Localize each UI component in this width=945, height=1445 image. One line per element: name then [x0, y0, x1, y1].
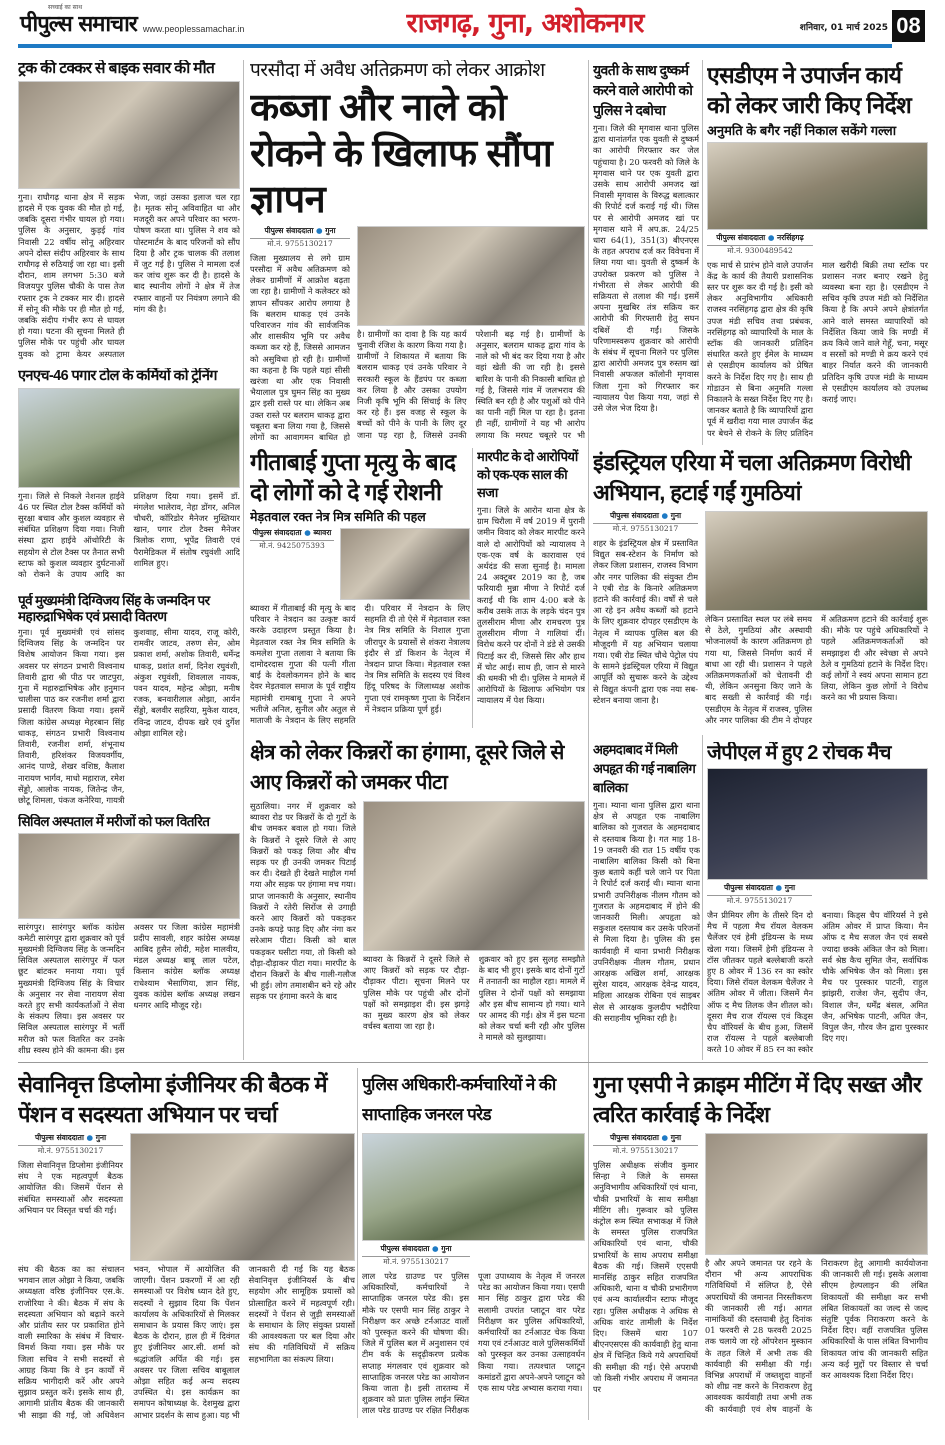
website-url[interactable]: www.peoplessamachar.in: [142, 24, 245, 34]
bullet-icon: ●: [775, 883, 783, 892]
byline: [18, 1133, 123, 1156]
article-sdm-procurement: [707, 60, 928, 442]
photo-gitabai-portrait: [340, 528, 470, 600]
article-body: गुना। जिले की मृगवास थाना पुलिस द्वारा थानांतर्गत एक युवती से दुष्कर्म का आरोपी गिरफ्तार कर जेल पहुंचाया है। 20 फरवरी को जिले के मृगवास थाने पर एक युवती द्वारा उसके साथ आरोपी अमजद खां निवासी मृगवास के विरुद्ध बलात्कार की रिपोर्ट दर्ज कराई गई थी। जिस पर से आरोपी अमजद खां पर मृगवास थाने में अप.क्र. 24/25 धारा 64(1), 351(3) बीएनएस के तहत अपराध दर्ज कर विवेचना में लिया गया था। युवती से दुष्कर्म के उपरोक्त प्रकरण को पुलिस ने गंभीरता से लेकर आरोपी की सक्रियता से तलाश की गई। इसमें अपना मुखबिर तंत्र सक्रिय कर आरोपी की गिरफ्तारी हेतु सघन दबिशें दी गईं। जिसके परिणामस्वरूप शुक्रवार को आरोपी के संबंध में सूचना मिलने पर पुलिस द्वारा आरोपी अमजद पुत्र रुस्तम खां निवासी अफजल कॉलोनी मृगवास जिला गुना को गिरफ्तार कर न्यायालय पेश किया गया, जहां से उसे जेल भेज दिया है।: [593, 123, 699, 414]
byline-mobile: मो.नं. 9755130217: [726, 896, 793, 905]
article-body: पुलिस अधीक्षक संजीव कुमार सिन्हा ने जिले के समस्त अनुविभागीय अधिकारियों एवं थाना, चौकी प्रभारियों के साथ समीक्षा मीटिंग ली। गुरूवार को पुलिस कंट्रोल रूम स्थित सभाकक्ष में जिले के समस्त पुलिस राजपत्रित अधिकारियों एवं थाना, चौकी प्रभारियों के साथ अपराध समीक्षा बैठक की गई। जिसमें एएसपी मानसिंह ठाकुर सहित राजपत्रित अधिकारी, थाना व चौकी प्रभारीगण एवं अन्य कार्यालयीन स्टाफ मौजूद रहा। पुलिस अधीक्षक ने अधिक से अधिक वारंट तामीली के निर्देश दिए। जिसमें धारा 107 बीएनएसएस की कार्यवाही हेतु थाना क्षेत्र में चिन्हित किये गये अपराधियों की समीक्षा की गई। ऐसे अपराधी जो किसी गंभीर अपराध में जमानत पर: [593, 1160, 698, 1395]
newspaper-logo: पीपुल्स समाचार: [20, 12, 137, 37]
page-number: 08: [892, 10, 925, 42]
masthead-tagline: सच्चाई का साथ: [48, 4, 83, 11]
article-headline: जेपीएल में हुए 2 रोचक मैच: [707, 742, 891, 764]
column-divider: [357, 1068, 358, 1418]
article-body: शहर के इंडस्ट्रियल क्षेत्र में प्रस्तावित विद्युत सब-स्टेशन के निर्माण को लेकर जिला प्रशासन, राजस्व विभाग और नगर पालिका की संयुक्त टीम ने एबी रोड के किनारे अतिक्रमण हटाने की कार्रवाई की। वर्षों से चले आ रहे इन अवैध कब्जों को हटाने के लिए शुक्रवार दोपहर एसडीएम के नेतृत्व में व्यापक पुलिस बल की मौजूदगी में यह अभियान चलाया गया। एबी रोड स्थित चौथे पेट्रोल पंप के सामने इंडस्ट्रियल एरिया में विद्युत आपूर्ति को सुचारू करने के उद्देश्य से विद्युत कंपनी द्वारा एक नया सब-स्टेशन बनाया जाना है।: [593, 538, 698, 705]
article-body: लेकिन प्रस्तावित स्थल पर लंबे समय से ठेले, गुमठियां और अस्थायी भोजनालयों के कारण अतिक्रमण हो गया था, जिससे निर्माण कार्य में बाधा आ रही थी। प्रशासन ने पहले अतिक्रमणकर्ताओं को चेतावनी दी थी, लेकिन अनसुना किए जाने के बाद सख्ती से कार्रवाई की गई। एसडीएम के नेतृत्व में राजस्व, पुलिस और नगर पालिका की टीम ने दोपहर में अतिक्रमण हटाने की कार्रवाई शुरू की। मौके पर पहुंचे अधिकारियों ने पहले अतिक्रमणकर्ताओं को समझाइश दी और स्वेच्छा से अपने ठेले व गुमठियां हटाने के निर्देश दिए। कई लोगों ने स्वयं अपना सामान हटा लिया, लेकिन कुछ लोगों ने विरोध करने का भी प्रयास किया।: [705, 614, 928, 725]
article-body: सारंगपुर। सारंगपुर ब्लॉक कांग्रेस कमेटी सारंगपुर द्वारा शुक्रवार को पूर्व मुख्यमंत्री दिग्विजय सिंह के जन्मदिन सिविल अस्पताल सारंगपुर में फल छूट बांटकर मनाया गया। पूर्व मुख्यमंत्री दिग्विजय सिंह के विचार के अनुसार नर सेवा नारायण सेवा करते हुए सभी कार्यकर्ताओं ने सेवा के संकल्प लिया। इस अवसर पर सिविल अस्पताल सारंगपुर में भर्ती मरीज को फल वितरित कर उनके शीघ्र स्वस्थ होने की कामना की। इस अवसर पर जिला कांग्रेस महामंत्री प्रदीप सावली, शहर कांग्रेस अध्यक्ष आबिद हुसैन लोदी, महेश मालवीय, मंडल अध्यक्ष बाबू लाल पटेल, किसान कांग्रेस ब्लॉक अध्यक्ष राधेश्याम भैसाणिया, ज्ञान सिंह, युवक कांग्रेस ब्लॉक अध्यक्ष लखन धनगर आदि मौजूद रहे।: [18, 921, 240, 1055]
article-headline: अहमदाबाद में मिली अपहृत की गई नाबालिग बालिका: [593, 742, 696, 795]
byline-author: पीपुल्स संवाददाता: [380, 1244, 430, 1253]
article-body: एक मार्च से प्रारंभ होने वाले उपार्जन केंद्र के कार्य की तैयारी प्रशासनिक स्तर पर शुरू कर दी गई है। इसी को लेकर अनुविभागीय अधिकारी राजस्व नरसिंहगढ़ द्वारा क्षेत्र की कृषि उपज मंडी सचिव तथा प्रबंधक, नरसिंहगढ़ को व्यापारियों के माल के स्टॉक की जानकारी प्रतिदिन संधारित करते हुए ईमेल के माध्यम से एसडीएम कार्यालय को प्रेषित करने के निर्देश दिए गए है। साथ ही गोडाउन से बिना अनुमति गल्ला निकालने के सख्त निर्देश दिए गए है। जानकर बताते है कि व्यापारियों द्वारा पूर्व में खरीदा गया माल उपार्जन केंद्र पर बेचने से रोकने के लिए प्रतिदिन माल खरीदी बिक्री तथा स्टॉक पर प्रशासन नजर बनाए रखने हेतु व्यवस्था बना रहा है। एसडीएम ने सचिव कृषि उपज मंडी को निर्देशित किया है कि अपने अपने क्षेत्रांतर्गत आने वाले समस्त व्यापारियों को निर्देशित किया जावे कि मण्डी में क्रय किये जाने वाले गेहूँ, चना, मसूर व सरसों को मण्डी मे क्रय करने एवं बाहर निर्यात करने की जानकारी प्रतिदिन कृषि उपज मंडी के माध्यम से एसडीएम कार्यालय को उपलब्ध कराई जाए।: [707, 259, 928, 438]
byline-mobile: मो.नं. 9755130217: [612, 524, 679, 533]
article-headline: एनएच-46 पगार टोल के कर्मियों को ट्रेनिंग: [18, 368, 217, 384]
photo-night-cricket-match: [707, 768, 928, 880]
photo-kinnar-clash: [363, 801, 585, 951]
byline-place: ब्यावरा: [313, 528, 332, 537]
byline-place: गुना: [670, 511, 682, 520]
article-assault-arrest: [593, 60, 699, 442]
article-headline: ट्रक की टक्कर से बाइक सवार की मौत: [18, 60, 215, 77]
article-jpl-matches: [707, 742, 928, 1059]
article-hospital-fruit: [18, 814, 240, 1059]
article-body: गुना। म्याना थाना पुलिस द्वारा थाना क्षेत्र से अपहृत एक नाबालिग बालिका को गुजरात के अहमदाबाद से दस्तयाब किया है। गत माह 18-19 जनवरी की रात 15 वर्षीय एक नाबालिग बालिका किसी को बिना कुछ बताये कहीं चले जाने पर पिता ने रिपोर्ट दर्ज कराई थी। म्याना थाना प्रभारी उपनिरीक्षक नीलम गौतम को गुजरात के अहमदाबाद में होने की जानकारी मिली। अपहृता को सकुशल दस्तयाब कर उसके परिजनों से मिला दिया है। पुलिस की इस कार्यवाही में थाना प्रभारी निरीक्षक उपनिरीक्षक नीलम गौतम, प्रधान आरक्षक अखिल शर्मा, आरक्षक सुरेश यादव, आरक्षक देवेन्द्र यादव, महिला आरक्षक रोबिना एवं साइबर सेल से आरक्षक कुलदीप भदौरिया की सराहनीय भूमिका रही है।: [593, 800, 700, 1023]
column-divider: [588, 60, 589, 1420]
byline-mobile: मो.नं. 9300489542: [727, 245, 793, 255]
photo-memorandum-submission: [357, 226, 585, 326]
byline-mobile: मो.नं. 9755130217: [267, 238, 333, 248]
article-headline: क्षेत्र को लेकर किन्नरों का हंगामा, दूसरे जिले से आए किन्नरों को जमकर पीटा: [250, 741, 564, 794]
column-divider: [702, 60, 703, 445]
article-missing-girl-found: [593, 740, 700, 1059]
article-body: गुना। राघौगढ़ थाना क्षेत्र में सड़क हादसे में एक युवक की मौत हो गई, जबकि दूसरा गंभीर घायल हो गया। पुलिस के अनुसार, कुड़ई गांव निवासी 22 वर्षीय सोनू अहिरवार अपने दोस्त संदीप अहिरवार के साथ राघौगढ़ से रुठियाई जा रहा था। इसी दौरान, शाम लगभग 5:30 बजे विजयपुर पुलिस चौकी के पास तेज रफ्तार ट्रक ने टक्कर मार दी। हादसे में सोनू की मौके पर ही मौत हो गई, जबकि संदीप गंभीर रूप से घायल हो गया। घटना की सूचना मिलते ही पुलिस मौके पर पहुंची और घायल युवक को ट्रामा केयर अस्पताल भेजा, जहां उसका इलाज चल रहा है। मृतक सोनू अविवाहित था और मजदूरी कर अपने परिवार का भरण-पोषण करता था। पुलिस ने शव को पोस्टमार्टम के बाद परिजनों को सौंप दिया है और ट्रक चालक की तलाश में जुट गई है। पुलिस ने मामला दर्ज कर जांच शुरू कर दी है। हादसे के बाद स्थानीय लोगों ने क्षेत्र में तेज रफ्तार वाहनों पर नियंत्रण लगाने की मांग की है।: [18, 191, 240, 359]
article-body: है। ग्रामीणों का दावा है कि यह कार्य चुनावी रंजिश के कारण किया गया है। ग्रामीणों ने शिकायत में बताया कि बलराम धाकड़ एवं उनके परिवार ने सरकारी स्कूल के हैंडपंप पर कब्जा कर लिया है और उसका उपयोग निजी कृषि भूमि की सिंचाई के लिए कर रहे हैं। इस वजह से स्कूल के बच्चों को पीने के पानी के लिए दूर जाना पड़ रहा है, जिससे उनकी परेशानी बढ़ गई है। ग्रामीणों के अनुसार, बलराम धाकड़ द्वारा गांव के नाले को भी बंद कर दिया गया है और वहां खेती की जा रही है। इससे बारिश के पानी की निकासी बाधित हो गई है, जिससे गांव में जलभराव की स्थिति बन रही है और पशुओं को पीने का पानी नहीं मिल पा रहा है। इतना ही नहीं, ग्रामीणों ने यह भी आरोप लगाया कि मरघट चबूतरे पर भी: [357, 328, 585, 440]
article-retired-engineers: [18, 1070, 355, 1422]
article-body: गुना। जिले से निकले नेशनल हाईवे 46 पर स्थित टोल टैक्स कर्मियों को सुरक्षा बचाव और कुशल व्यवहार से संबंधित प्रशिक्षण दिया गया। निजी संस्था द्वारा हाईवे ऑथोरिटी के सहयोग से टोल टैक्स पर तैनात सभी स्टाफ को कुशल व्यवहार दुर्घटनाओं को रोकने के उपाय आदि का प्रशिक्षण दिया गया। इसमें डॉ. मंगलेश भालेराव, नेहा डोंगर, अनिल चौधरी, कॉरिडोर मैनेजर मुख्तियार खान, पगार टोल टैक्स मैनेजर त्रिलोक राणा, भूपेंद्र तिवारी एवं पैरामेडिकल में संतोष रघुवंशी आदि शामिल हुए।: [18, 490, 240, 580]
bullet-icon: ●: [304, 528, 311, 537]
byline-place: गुना: [670, 1133, 682, 1142]
article-body: है और अपने जमानत पर रहने के दौरान भी अन्य आपराधिक गतिविधियों में संलिप्त है, ऐसे अपराधियों की जमानत निरस्तीकरण की जानकारी ली गई। आगत नामांकियों की दस्तयाबी हेतु दिनांक 01 फरवरी से 28 फरवरी 2025 तक चलाये जा रहे ऑपरेशन मुस्कान के तहत जिले में अभी तक की कार्यवाही की समीक्षा की गई। विभिन्न अपराधों में जब्तशुदा वाहनों को शीघ्र नष्ट करने के निराकरण हेतु आवश्यक कार्यवाही तथा अभी तक की कार्यवाही एवं शेष वाहनों के निराकरण हेतु आगामी कार्ययोजना की जानकारी ली गई। इसके अलावा सीएम हेल्पलाइन की लंबित शिकायतों की समीक्षा कर सभी लंबित शिकायतों का जल्द से जल्द संतुष्टि पूर्वक निराकरण करने के निर्देश दिए। वहीं राजपत्रित पुलिस अधिकारियों के पास लंबित विभागीय शिकायत जांच की जानकारी सहित अन्य कई मुद्दों पर विस्तार से चर्चा कर आवश्यक दिशा निर्देश दिए।: [705, 1258, 928, 1414]
byline-author: पीपुल्स संवाददाता: [34, 1133, 84, 1142]
byline-author: पीपुल्स संवाददाता: [609, 511, 659, 520]
bullet-icon: ●: [767, 232, 775, 242]
masthead-brand: [20, 12, 350, 38]
bullet-icon: ●: [661, 1133, 669, 1142]
article-body: ब्यावरा के किन्नरों ने दूसरे जिले से आए किन्नरों को सड़क पर दौड़ा-दौड़ाकर पीटा। सूचना मिलने पर पुलिस मौके पर पहुंची और दोनों पक्षों को समझाइश दी। इस झगड़े का मुख्य कारण क्षेत्र को लेकर वर्चस्व बताया जा रहा है।: [363, 954, 470, 1032]
masthead-rule: [18, 44, 892, 48]
section-divider: [18, 1062, 928, 1063]
photo-police-parade: [362, 1133, 585, 1241]
photo-mandi-shed: [707, 142, 928, 230]
column-divider: [472, 448, 473, 728]
article-body: गुना। जिले के आरोन थाना क्षेत्र के ग्राम चिरौला में वर्ष 2019 में पुरानी जमीन विवाद को लेकर मारपीट करने वाले दो आरोपियों को न्यायालय ने एक-एक वर्ष के कारावास एवं अर्थदंड की सजा सुनाई है। मामला 24 अक्टूबर 2019 का है, जब फरियादी मुन्ना मीणा ने रिपोर्ट दर्ज कराई थी कि शाम 4:00 बजे के करीब उसके ताऊ के लड़के चंदन पुत्र तुलसीराम मीणा और रामचरण पुत्र तुलसीराम मीणा ने गालियां दीं। विरोध करने पर दोनों ने डंडे से उसकी पिटाई कर दी, जिससे सिर और हाथ में चोट आई। साथ ही, जान से मारने की धमकी भी दी। पुलिस ने मामले में आरोपियों के खिलाफ अभियोग पत्र न्यायालय में पेश किया।: [477, 505, 585, 706]
article-headline: गुना एसपी ने क्राइम मीटिंग में दिए सख्त और त्वरित कार्रवाई के निर्देश: [593, 1072, 922, 1127]
photo-bulldozer-removal: [705, 511, 928, 611]
article-body: संघ की बैठक का का संचालन भगवान लाल ओझा ने किया, जबकि अध्यक्षता वरिष्ठ इंजीनियर एस.के. राजोरिया ने की। बैठक में संघ के सदस्यता अभियान को बढ़ाने करने और प्रांतीय स्तर पर प्रकाशित होने वाली स्मारिका के संबंध में विचार-विमर्श किया गया। इस मौके पर जिला सचिव ने सभी सदस्यों से आग्रह किया कि वे इन कार्यों में सक्रिय भागीदारी करें और अपने सुझाव प्रस्तुत करें। इसके साथ ही, आगामी प्रांतीय बैठक की जानकारी भी साझा की गई, जो अधिवेशन भवन, भोपाल में आयोजित की जाएगी। पेंशन प्रकरणों में आ रही समस्याओं पर विशेष ध्यान देते हुए, सदस्यों ने सुझाव दिया कि पेंशन कार्यालय के अधिकारियों से मिलकर समाधान के प्रयास किए जाएं। इस बैठक के दौरान, हाल ही में दिवंगत हुए इंजीनियर आर.सी. शर्मा को श्रद्धांजलि अर्पित की गई। इस अवसर पर जिला सचिव बाबूलाल ओझा सहित कई अन्य सदस्य उपस्थित थे। इस कार्यक्रम का समापन कोषाध्यक्ष के. देशमुख द्वारा आभार प्रदर्शन के साथ हुआ। यह भी जानकारी दी गई कि यह बैठक सेवानिवृत्त इंजीनियर्स के बीच सहयोग और सामूहिक प्रयासों को प्रोत्साहित करने में महत्वपूर्ण रही। सदस्यों ने पेंशन से जुड़ी समस्याओं के समाधान के लिए संयुक्त प्रयासों की आवश्यकता पर बल दिया और संघ की गतिविधियों में सक्रिय सहभागिता का संकल्प लिया।: [18, 1264, 355, 1420]
byline: [593, 1133, 698, 1156]
article-body: सुठालिया। नगर में शुक्रवार को ब्यावरा रोड पर किन्नरों के दो गुटों के बीच जमकर बवाल हो गया। जिले के किन्नरों ने दूसरे जिले से आए किन्नरों को पकड़ लिया और बीच सड़क पर ही उनकी जमकर पिटाई कर दी। देखते ही देखते माहौल गर्मा गया और सड़क पर हंगामा मच गया। प्राप्त जानकारी के अनुसार, स्थानीय किन्नरों ने रतेरी सिरोंज से उगाही करने आए किन्नरों को पकड़कर उनके कपड़े फाड़ दिए और नंगा कर सरेआम पीटा। किसी को बाल पकड़कर घसीटा गया, तो किसी को दौड़ा-दौड़ाकर पीटा गया। मारपीट के दौरान किन्नरों के बीच गाली-गलौज भी हुई। लोग तमाशबीन बने रहे और सड़क पर हंगामा करने के बाद: [250, 801, 356, 1002]
article-body: जैन प्रीमियर लीग के तीसरे दिन दो मैच में पहला मैच रॉयल वेलकम चैलेंजर एवं हेमी इंडियन्स के मध्य खेला गया। जिसमें हेमी इंडियन्स ने टॉस जीतकर पहले बल्लेबाजी करते हुए 8 ओवर में 136 रन का स्कोर दिया। जिसे रॉयल वेलकम चैलेंजर ने अंतिम ओवर में जीता। जिसमें मैन ऑफ द मैच तिलक जैन शीतल को। दूसरा मैच राज रॉयल्स एवं किड्स चैप वॉरियर्स के बीच हुआ, जिसमें राज रॉयल्स ने पहले बल्लेबाजी करते 10 ओवर में 85 रन का स्कोर बनाया। किड्स चैप वॉरियर्स ने इसे अंतिम ओवर में प्राप्त किया। मैन ऑफ द मैच सजल जैन एवं सबसे ज्यादा छक्के अंकित जैन को मिला। सर्व श्रेष्ठ कैच सुमित जैन, सर्वाधिक चौके अभिषेक जैन को मिला। इस मैच पर पुरस्कार पाटनी, राहुल झांझरी, राजेश जैन, सुदीप जैन, विशाल जैन, धर्मेंद्र बंसल, अमित जैन, अभिषेक पाटनी, अपित जैन, विपुल जैन, गौरव जैन द्वारा पुरस्कार दिए गए।: [707, 910, 928, 1055]
article-headline: एसडीएम ने उपार्जन कार्य को लेकर जारी किए निर्देश: [707, 62, 912, 118]
byline-author: पीपुल्स संवाददाता: [609, 1133, 659, 1142]
byline: [250, 226, 350, 249]
article-assault-conviction: [477, 448, 585, 729]
article-headline: पुलिस अधिकारी-कर्मचारियों ने की साप्ताहिक जनरल परेड: [362, 1075, 556, 1124]
article-kicker: परसौदा में अवैध अतिक्रमण को लेकर आक्रोश: [250, 60, 545, 81]
article-subhead: मेड़तवाल रक्त नेत्र मित्र समिति की पहल: [250, 510, 426, 524]
byline-author: पीपुल्स संवाददाता: [252, 528, 302, 537]
bullet-icon: ●: [86, 1133, 94, 1142]
article-industrial-encroachment: [593, 448, 928, 730]
article-sp-crime-meeting: [593, 1070, 928, 1422]
article-body: ब्यावरा में गीताबाई की मृत्यु के बाद परिवार ने नेत्रदान का उत्कृष्ट कार्य करके उदाहरण प्रस्तुत किया है। मेड़तवाल रक्त नेत्र मित्र समिति के कमलेश गुप्ता तलावा ने बताया कि दामोदरदास गुप्ता की पत्नी गीता बाई के देवलोकगमन होने के बाद देवर मेड़तवाल समाज के पूर्व राष्ट्रीय महामंत्री रामबाबू गुप्ता ने अपने भतीजे अनिल, सुनील और अतुल से माताजी के नेत्रदान के लिए सहमति दी। परिवार में नेत्रदान के लिए सहमति दी तो ऐसे में मेड़तवाल रक्त नेत्र मित्र समिति के निशाल गुप्ता जीरापुर के प्रयासों से शंकरा नेत्रालय इंदौर से डॉ किशन के नेतृत्व में नेत्रदान प्राप्त किया। मेड़तवाल रक्त नेत्र मित्र समिति के सदस्य एवं विश्व हिंदू परिषद के जिलाध्यक्ष अशोक गुप्ता एवं रामकृष्ण गुप्ता के निर्देशन में नेत्रदान प्रक्रिया पूर्ण हुई।: [250, 603, 470, 726]
article-body: जिला सेवानिवृत्त डिप्लोमा इंजीनियर संघ ने एक महत्वपूर्ण बैठक आयोजित की। जिसमें पेंशन से संबंधित समस्याओं और सदस्यता अभियान पर विस्तृत चर्चा की गई।: [18, 1160, 123, 1215]
column-divider: [243, 60, 244, 1060]
byline-mobile: मो.नं. 9755130217: [612, 1146, 679, 1155]
article-headline: युवती के साथ दुष्कर्म करने वाले आरोपी को पुलिस ने दबोचा: [593, 62, 693, 118]
article-kinnar-clash: [250, 738, 585, 1059]
article-police-parade: [362, 1070, 585, 1422]
issue-date: शनिवार, 01 मार्च 2025: [799, 23, 888, 33]
byline-author: पीपुल्स संवाददाता: [264, 225, 314, 235]
byline-place: नरसिंहगढ़: [777, 232, 804, 242]
byline-mobile: मो.नं. 9755130217: [37, 1146, 104, 1155]
byline-place: गुना: [325, 225, 336, 235]
article-body: गुना। पूर्व मुख्यमंत्री एवं सांसद दिग्विजय सिंह के जन्मदिन पर विशेष आयोजन किया गया। इस अवसर पर संगठन प्रभारी विश्वनाथ तिवारी द्वारा श्री पीठ पर जाटपुरा, गुना में महारुद्राभिषेक और हनुमान चालीसा पाठ कर रजनीश शर्मा द्वारा प्रसादी वितरण किया गया। इसमें जिला कांग्रेस अध्यक्ष मेहरबान सिंह धाकड़, संगठन प्रभारी विश्वनाथ तिवारी, रजनीश शर्मा, शंभूनाथ तिवारी, हरिशंकर विजयवर्गीय, आनंद पाण्डे, शेखर वशिष्ठ, कैलाश नारायण भार्गव, माधो महाराज, रमेश सेंड्डो, आलोक नायक, जितेन्द्र जैन, छोटू शिमला, पंकज कनेरिया, गायत्री कुशवाह, सीमा यादव, राजू कोरी, रामवीर जाटव, तरुण सेन, ओम प्रकाश शर्मा, अशोक तिवारी, धर्मेन्द्र धाकड़, प्रशांत शर्मा, दिनेश रघुवंशी, अंकुश रघुवंशी, शिवलाल नायक, पवन यादव, महेन्द्र ओझा, मनीष रजक, बनवारीलाल ओझा, आर्यन सेंड्डो, बलवीर सहरिया, मुकेश यादव, रविन्द्र जाटव, दीपक खरे एवं दुर्गेश ओझा शामिल रहे।: [18, 627, 240, 806]
article-body: लाल परेड ग्राउण्ड पर पुलिस अधिकारियों, कर्मचारियों ने साप्ताहिक जनरल परेड की। इस मौके पर एसपी मान सिंह ठाकुर ने निरीक्षण कर अच्छे टर्नआउट वालों को पुरस्कृत करने की घोषणा की। जिले में पुलिस बल में अनुशासन एवं टीम वर्क के सदृढ़ीकरण प्रत्येक सप्ताह मंगलवार एवं शुक्रवार को साप्ताहिक जनरल परेड का आयोजन किया जाता है। इसी तारतम्य में शुक्रवार को प्रातः पुलिस लाईन स्थित लाल परेड ग्राउण्ड पर रक्षित निरीक्षक पूजा उपाध्याय के नेतृत्व में जनरल परेड का आयोजन किया गया। एसपी मान सिंह ठाकुर द्वारा परेड की सलामी उपरांत प्लाटून वार परेड निरीक्षण कर पुलिस अधिकारियों, कर्मचारियों का टर्नआउट चेक किया गया एवं टर्नआउट वाले पुलिसकर्मियों को पुरस्कृत कर उनका उत्साहवर्धन किया गया। तत्पश्चात प्लाटून कमांडरों द्वारा अपने-अपने प्लाटून को एक साथ परेड अभ्यास कराया गया।: [362, 1271, 585, 1416]
column-divider: [702, 735, 703, 1060]
byline: [593, 511, 698, 534]
article-truck-accident: [18, 60, 240, 365]
article-parsauda-encroachment: [250, 60, 585, 442]
article-headline: कब्जा और नाले को रोकने के खिलाफ सौंपा ज्ञापन: [250, 86, 553, 221]
photo-toll-staff-group: [18, 388, 240, 488]
byline-place: गुना: [441, 1244, 452, 1253]
byline-place: गुना: [784, 883, 796, 892]
bullet-icon: ●: [661, 511, 669, 520]
article-subhead: अनुमति के बगैर नहीं निकाल सकेंगे गल्ला: [707, 123, 897, 138]
article-toll-training: [18, 368, 240, 590]
bullet-icon: ●: [432, 1244, 439, 1253]
bullet-icon: ●: [316, 225, 323, 235]
article-headline: सिविल अस्पताल में मरीजों को फल वितरित: [18, 814, 210, 829]
section-title: राजगढ़, गुना, अशोकनगर: [406, 8, 644, 39]
article-eye-donation: [250, 447, 470, 729]
article-body-continued: शुक्रवार को हुए इस सुलह समझौते के बाद भी हुए। इसके बाद दोनों गुटों में तनातनी का माहौल रहा। मामले में पुलिस ने दोनों पक्षों को समझाया और इस बीच सामान्य हो गया। थाने पर आमद की गई। क्षेत्र में इस घटना को लेकर चर्चा बनी रही और पुलिस ने मामले को सुलझाया।: [478, 954, 585, 1043]
byline-author: पीपुल्स संवाददाता: [723, 883, 773, 892]
byline: [362, 1244, 470, 1267]
photo-fruit-distribution: [18, 833, 240, 919]
photo-grieving-women: [18, 81, 240, 189]
byline: [707, 883, 812, 906]
byline-mobile: मो.नं. 9425075393: [259, 541, 325, 550]
article-headline: मारपीट के दो आरोपियों को एक-एक साल की सजा: [477, 449, 578, 500]
byline-author: पीपुल्स संवाददाता: [716, 232, 766, 242]
article-digvijay-birthday: [18, 593, 240, 811]
photo-crime-meeting: [705, 1133, 928, 1255]
byline: [250, 528, 334, 599]
byline: [707, 233, 813, 256]
article-headline: इंडस्ट्रियल एरिया में चला अतिक्रमण विरोधी अभियान, हटाई गईं गुमठियां: [593, 450, 911, 505]
article-headline: गीताबाई गुप्ता मृत्यु के बाद दो लोगों को दे गई रोशनी: [250, 449, 456, 505]
article-headline: पूर्व मुख्यमंत्री दिग्विजय सिंह के जन्मदिन पर महारुद्राभिषेक एवं प्रसादी वितरण: [18, 593, 210, 624]
byline-place: गुना: [95, 1133, 107, 1142]
photo-engineers-meeting: [130, 1133, 355, 1261]
article-body: जिला मुख्यालय से लगे ग्राम परसौदा में अवैध अतिक्रमण को लेकर ग्रामीणों में आक्रोश बढ़ता जा रहा है। ग्रामीणों ने कलेक्टर को ज्ञापन सौंपकर आरोप लगाया है कि बलराम धाकड़ एवं उनके परिवारजन गांव की सार्वजनिक और शासकीय भूमि पर अवैध कब्जा कर रहे हैं, जिससे आमजन को असुविधा हो रही है। ग्रामीणों का कहना है कि पहले यहां सीसी खरंजा था और एक निवासी भैयालाल पुत्र घुमन सिंह का मुख्य द्वार इसी रास्ते पर था। लेकिन अब उक्त रास्ते पर बलराम धाकड़ द्वारा चबूतरा बना लिया गया है, जिससे लोगों का आवागमन बाधित हो: [250, 252, 350, 442]
article-headline: सेवानिवृत्त डिप्लोमा इंजीनियर की बैठक में पेंशन व सदस्यता अभियान पर चर्चा: [18, 1072, 327, 1127]
byline-mobile: मो.नं. 9755130217: [383, 1257, 449, 1266]
